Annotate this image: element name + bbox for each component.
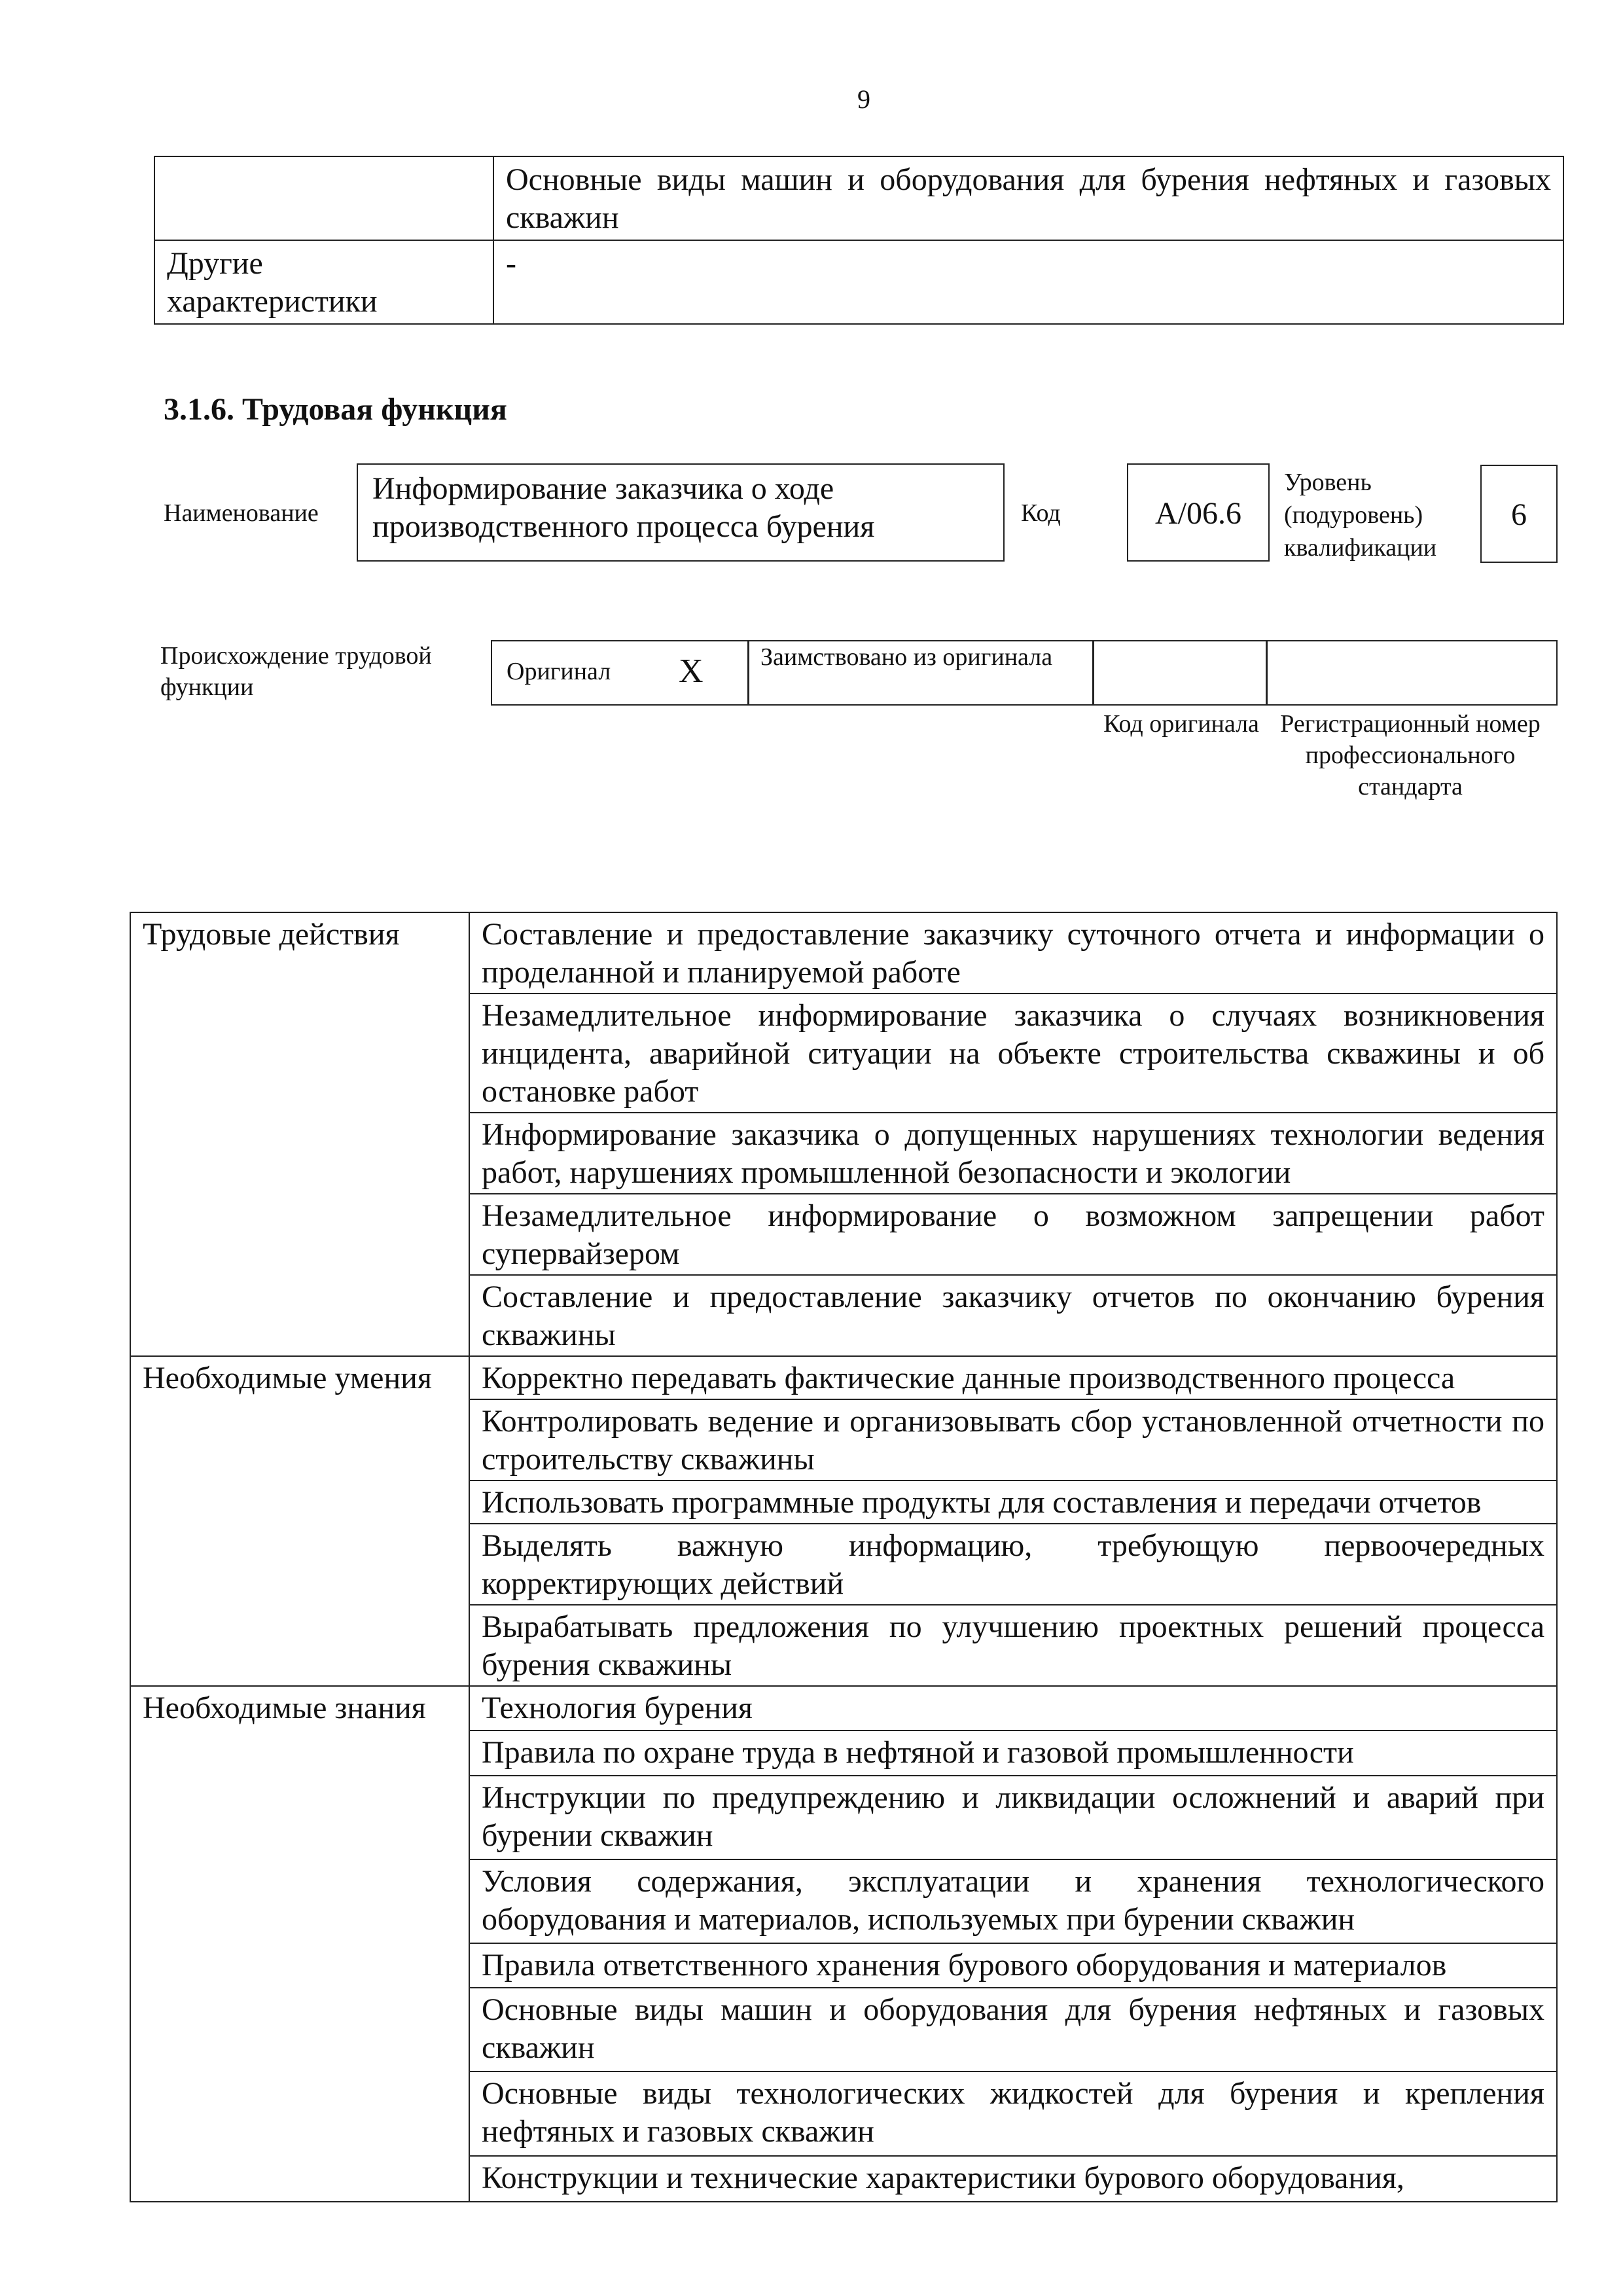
row-value: - xyxy=(493,240,1563,324)
list-item: Использовать программные продукты для составления и передачи отчетов xyxy=(469,1480,1557,1524)
original-code-cell xyxy=(1092,640,1268,706)
list-item: Технология бурения xyxy=(469,1686,1557,1731)
group-label: Трудовые действия xyxy=(130,912,469,1356)
list-item: Выделять важную информацию, требующую первоочередных корректирующих действий xyxy=(469,1524,1557,1605)
original-label: Оригинал xyxy=(507,658,611,685)
function-code-box: А/06.6 xyxy=(1127,463,1270,562)
borrowed-cell: Заимствовано из оригинала xyxy=(747,640,1094,706)
list-item: Правила ответственного хранения бурового оборудования и материалов xyxy=(469,1943,1557,1988)
row-value: Основные виды машин и оборудования для бурения нефтяных и газовых скважин xyxy=(493,156,1563,240)
list-item: Основные виды технологических жидкостей для бурения и крепления нефтяных и газовых скважин xyxy=(469,2072,1557,2155)
top-table xyxy=(154,156,1564,325)
list-item: Незамедлительное информирование заказчика о случаях возникновения инцидента, аварийной ситуации на объекте строительства скважины и об остановке работ xyxy=(469,994,1557,1113)
table-row xyxy=(154,156,1563,240)
row-label xyxy=(154,156,493,240)
list-item: Условия содержания, эксплуатации и хранения технологического оборудования и материалов, используемых при бурении скважин xyxy=(469,1859,1557,1943)
list-item: Составление и предоставление заказчику суточного отчета и информации о проделанной и планируемой работе xyxy=(469,912,1557,994)
list-item: Корректно передавать фактические данные производственного процесса xyxy=(469,1356,1557,1399)
main-table xyxy=(130,912,1558,2202)
section-title: 3.1.6. Трудовая функция xyxy=(164,392,507,427)
table-row xyxy=(130,1686,1557,1731)
list-item: Незамедлительное информирование о возможном запрещении работ супервайзером xyxy=(469,1194,1557,1275)
row-label: Другие характеристики xyxy=(154,240,493,324)
origin-label: Происхождение трудовой функции xyxy=(160,642,432,701)
level-label: Уровень (подуровень) квалификации xyxy=(1284,469,1437,562)
name-label: Наименование xyxy=(164,499,319,527)
list-item: Информирование заказчика о допущенных нарушениях технологии ведения работ, нарушениях промышленной безопасности и экологии xyxy=(469,1113,1557,1194)
level-box: 6 xyxy=(1480,465,1558,563)
list-item: Контролировать ведение и организовывать сбор установленной отчетности по строительству скважины xyxy=(469,1399,1557,1480)
code-label: Код xyxy=(1021,499,1061,527)
list-item: Конструкции и технические характеристики бурового оборудования, xyxy=(469,2156,1557,2202)
original-mark: X xyxy=(679,653,704,690)
list-item: Вырабатывать предложения по улучшению проектных решений процесса бурения скважины xyxy=(469,1605,1557,1686)
page-number: 9 xyxy=(857,84,870,114)
origin-original-cell xyxy=(491,640,749,706)
list-item: Инструкции по предупреждению и ликвидации осложнений и аварий при бурении скважин xyxy=(469,1776,1557,1859)
list-item: Составление и предоставление заказчику отчетов по окончанию бурения скважины xyxy=(469,1275,1557,1356)
table-row xyxy=(130,912,1557,994)
list-item: Основные виды машин и оборудования для бурения нефтяных и газовых скважин xyxy=(469,1988,1557,2072)
table-row xyxy=(154,240,1563,324)
group-label: Необходимые знания xyxy=(130,1686,469,2202)
function-name-box: Информирование заказчика о ходе производственного процесса бурения xyxy=(357,463,1005,562)
reg-number-caption: Регистрационный номер профессионального стандарта xyxy=(1280,710,1541,800)
code-original-caption: Код оригинала xyxy=(1103,710,1259,738)
table-row xyxy=(130,1356,1557,1399)
group-label: Необходимые умения xyxy=(130,1356,469,1686)
reg-number-cell xyxy=(1266,640,1558,706)
list-item: Правила по охране труда в нефтяной и газовой промышленности xyxy=(469,1731,1557,1775)
